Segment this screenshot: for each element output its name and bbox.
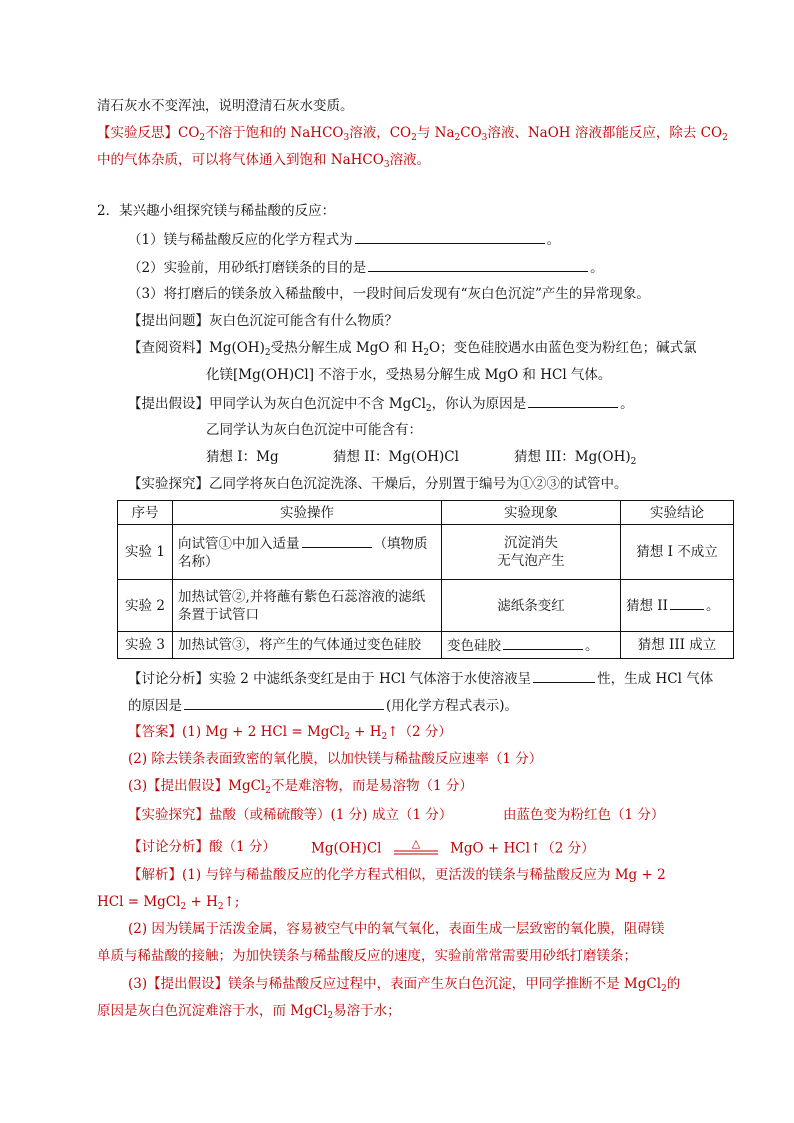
text: 沉淀消失 xyxy=(504,535,558,551)
table-row xyxy=(118,632,734,659)
cell: 加热试管③，将产生的气体通过变色硅胶 xyxy=(173,632,442,659)
text: + H xyxy=(349,724,382,740)
sub: 2 xyxy=(265,786,271,796)
cell xyxy=(442,632,621,659)
sub: 3 xyxy=(343,133,350,143)
text: ，你认为原因是 xyxy=(431,396,527,412)
heat-symbol: △ xyxy=(411,838,421,850)
cell xyxy=(442,525,621,580)
text: 【讨论分析】实验 2 中滤纸条变红是由于 HCl 气体溶于水使溶液呈 xyxy=(128,671,532,687)
text: (1) Mg + 2 HCl = MgCl xyxy=(182,724,345,740)
ask-line: 【提出问题】灰白色沉淀可能含有什么物质？ xyxy=(128,313,398,329)
hypothesis-line xyxy=(128,394,634,413)
answer-blank[interactable] xyxy=(533,669,595,683)
answer-line-4c: 由蓝色变为粉红色（1 分） xyxy=(503,807,665,823)
explain-line-5 xyxy=(128,975,680,993)
text: (3)【提出假设】MgCl xyxy=(128,778,266,794)
answer-blank[interactable] xyxy=(302,534,372,548)
explain-line-6 xyxy=(97,1002,401,1020)
sub: 2 xyxy=(180,902,187,912)
text: (用化学方程式表示)。 xyxy=(386,698,519,714)
text: (3)【提出假设】镁条与稀盐酸反应过程中，表面产生灰白色沉淀，甲同学推断不是 MgCl xyxy=(128,976,662,992)
answer-line-2: (2) 除去镁条表面致密的氧化膜，以加快镁与稀盐酸反应速率（1 分） xyxy=(128,751,543,767)
explore-line: 【实验探究】乙同学将灰白色沉淀洗涤、干燥后，分别置于编号为①②③的试管中。 xyxy=(128,476,628,492)
text: 溶液，CO xyxy=(349,125,412,141)
table-row xyxy=(118,525,734,580)
table-header-row xyxy=(118,501,734,525)
text: MgO + HCl↑（2 分） xyxy=(450,840,595,857)
tag: 【实验反思】 xyxy=(97,125,178,141)
text: 不溶于饱和的 NaHCO xyxy=(205,125,344,141)
cell xyxy=(173,580,442,632)
text: 中的气体杂质，可以将气体通入到饱和 NaHCO xyxy=(97,152,384,168)
text: 溶液、NaOH 溶液都能反应，除去 CO xyxy=(487,125,723,141)
text: HCl = MgCl xyxy=(97,894,181,910)
cell xyxy=(173,525,442,580)
text: Mg(OH)Cl xyxy=(311,840,382,857)
cell: 实验 2 xyxy=(118,580,173,632)
text: （1）镁与稀盐酸反应的化学方程式为 xyxy=(128,232,353,248)
text: CO xyxy=(178,125,200,141)
hypothesis-line-2: 乙同学认为灰白色沉淀中可能含有： xyxy=(206,422,422,438)
sub: 3 xyxy=(481,133,488,143)
sub: 2 xyxy=(217,902,224,912)
heating-arrow-svg xyxy=(392,838,440,860)
text: 的 xyxy=(666,976,681,992)
answer-line-4a: 【实验探究】盐酸（或稀硫酸等）(1 分) xyxy=(128,807,368,823)
text: 与 Na xyxy=(416,125,455,141)
table-row xyxy=(118,580,734,632)
text: （填物质 xyxy=(373,535,428,552)
info-line-2: 化镁[Mg(OH)Cl] 不溶于水，受热易分解生成 MgO 和 HCl 气体。 xyxy=(206,367,612,383)
header-cell: 序号 xyxy=(118,501,173,525)
cell: 猜想 III 成立 xyxy=(621,632,734,659)
sub: 2 xyxy=(411,133,417,143)
guess-1: 猜想 I：Mg xyxy=(206,449,279,465)
cell: 实验 1 xyxy=(118,525,173,580)
text: 名称） xyxy=(178,553,219,570)
text: 【提出假设】甲同学认为灰白色沉淀中不含 MgCl xyxy=(128,396,426,412)
text: 无气泡产生 xyxy=(497,553,565,569)
sub: 2 xyxy=(630,457,637,467)
text: + H xyxy=(186,894,218,910)
explain-line-3: (2) 因为镁属于活泼金属，容易被空气中的氧气氧化，表面生成一层致密的氧化膜，阻碍镁 xyxy=(128,921,665,937)
text: 性，生成 HCl 气体 xyxy=(597,671,714,687)
sub: 2 xyxy=(199,133,206,143)
text: 向试管①中加入适量 xyxy=(178,535,300,552)
sub: 2 xyxy=(327,1011,334,1021)
header-cell: 实验现象 xyxy=(442,501,621,525)
guess-2: 猜想 II：Mg(OH)Cl xyxy=(333,449,459,465)
text-line: 清石灰水不变浑浊，说明澄清石灰水变质。 xyxy=(97,98,354,114)
text: 猜想 II xyxy=(626,598,668,614)
sub: 2 xyxy=(344,732,350,742)
text: （2）实验前，用砂纸打磨镁条的目的是 xyxy=(128,260,367,276)
question-part-2 xyxy=(128,258,604,277)
reflection-line xyxy=(97,124,728,142)
text: ↑; xyxy=(223,894,240,910)
text: 。 xyxy=(585,637,599,654)
header-cell: 实验操作 xyxy=(173,501,442,525)
header-cell: 实验结论 xyxy=(621,501,734,525)
text: 。 xyxy=(620,396,634,412)
cell: 滤纸条变红 xyxy=(442,580,621,632)
text: 原因是灰白色沉淀难溶于水，而 MgCl xyxy=(97,1003,328,1019)
sub: 2 xyxy=(661,984,667,994)
answer-line-4b: 成立（1 分） xyxy=(372,807,453,823)
sub: 2 xyxy=(454,133,461,143)
text: 猜想 III：Mg(OH) xyxy=(514,449,631,465)
question-part-1 xyxy=(128,230,560,249)
reflection-line-2 xyxy=(97,151,430,169)
question-heading: 2．某兴趣小组探究镁与稀盐酸的反应： xyxy=(97,203,336,219)
cell xyxy=(621,580,734,632)
explain-line-2 xyxy=(97,893,239,911)
text: 加热试管②,并将蘸有紫色石蕊溶液的滤纸 xyxy=(178,588,426,605)
cell: 猜想 I 不成立 xyxy=(621,525,734,580)
text: 溶液。 xyxy=(389,152,431,168)
text: O；变色硅胶遇水由蓝色变为粉红色；碱式氯 xyxy=(429,340,697,356)
answer-blank[interactable] xyxy=(184,696,384,710)
tag: 【答案】 xyxy=(128,724,182,740)
text: 。 xyxy=(546,232,561,248)
answer-line-5a: 【讨论分析】酸（1 分） xyxy=(128,839,276,855)
text: 受热分解生成 MgO 和 H xyxy=(270,340,424,356)
text: ↑（2 分） xyxy=(387,724,452,740)
answer-blank[interactable] xyxy=(503,636,583,650)
text: 。 xyxy=(705,598,720,614)
answer-blank[interactable] xyxy=(670,596,704,610)
text: 不是难溶物，而是易溶物（1 分） xyxy=(270,778,473,794)
info-line xyxy=(128,339,697,357)
sub: 3 xyxy=(383,160,390,170)
explain-line-4: 单质与稀盐酸的接触；为加快镁条与稀盐酸反应的速度，实验前常常需要用砂纸打磨镁条； xyxy=(97,948,637,964)
text: 变色硅胶 xyxy=(447,637,501,654)
text: 易溶于水； xyxy=(333,1003,401,1019)
sub: 2 xyxy=(425,404,432,414)
sub: 2 xyxy=(264,348,271,358)
discussion-line-2 xyxy=(128,696,518,715)
text: 。 xyxy=(590,260,604,276)
answer-line-3 xyxy=(128,777,473,795)
text: CO xyxy=(460,125,482,141)
sub: 2 xyxy=(423,348,429,358)
explain-line-1: 【解析】(1) 与锌与稀盐酸反应的化学方程式相似，更活泼的镁条与稀盐酸反应为 Mg + 2 xyxy=(128,867,666,883)
guess-3 xyxy=(514,448,636,466)
cell: 实验 3 xyxy=(118,632,173,659)
discussion-line xyxy=(128,669,713,688)
question-part-3: （3）将打磨后的镁条放入稀盐酸中，一段时间后发现有“灰白色沉淀”产生的异常现象。 xyxy=(128,286,650,302)
answer-blank[interactable] xyxy=(528,394,618,408)
sub: 2 xyxy=(381,732,388,742)
text: 的原因是 xyxy=(128,698,182,714)
answer-line-5 xyxy=(311,838,595,860)
heating-arrow-icon xyxy=(392,838,440,860)
answer-line-1 xyxy=(128,723,452,741)
experiment-table xyxy=(117,500,734,659)
answer-blank[interactable] xyxy=(355,230,545,244)
sub: 2 xyxy=(722,133,728,143)
text: 【查阅资料】Mg(OH) xyxy=(128,340,265,356)
answer-blank[interactable] xyxy=(368,258,588,272)
text: 条置于试管口 xyxy=(178,606,259,623)
